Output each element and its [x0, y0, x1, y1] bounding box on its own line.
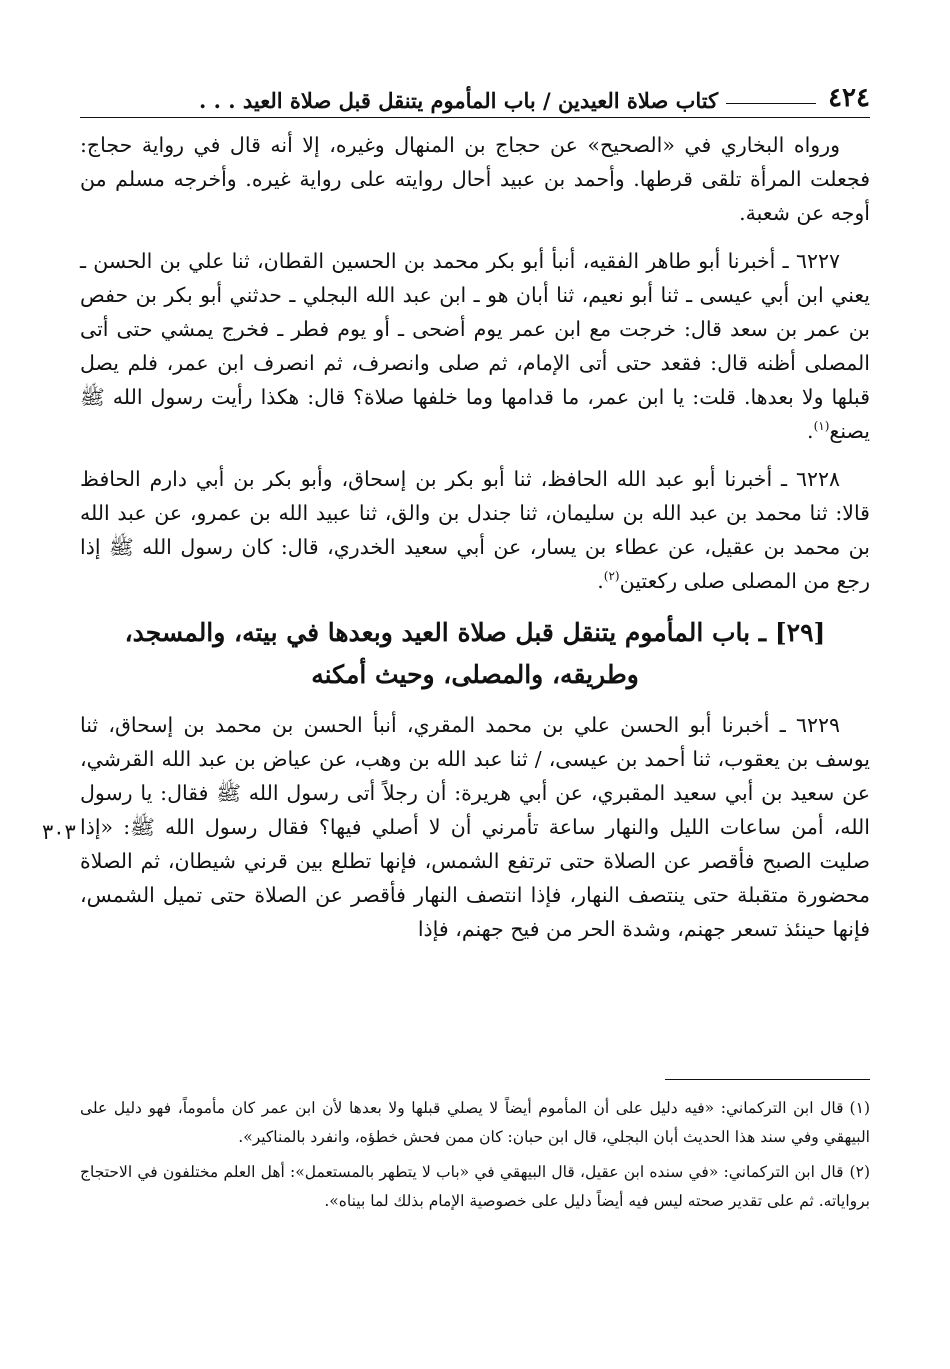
hadith-6228-text: ٦٢٢٨ ـ أخبرنا أبو عبد الله الحافظ، ثنا أبو بكر بن إسحاق، وأبو بكر بن أبي دارم الحافظ قالا: ثنا محمد بن عبد الله بن سليمان، ثنا جندل بن والق، ثنا عبيد الله بن عمرو، عن عبد الله بن محمد بن عقيل، عن عطاء بن يسار، عن أبي سعيد الخدري، قال: كان رسول الله ﷺ إذا رجع من المصلى صلى ركعتين — [80, 467, 870, 593]
page-header — [80, 76, 870, 118]
main-text — [80, 128, 870, 960]
footnote-2-number: (٢) — [849, 1163, 870, 1181]
page-number: ٤٢٤ — [828, 83, 870, 113]
margin-page-reference: ٣٠٣ — [42, 820, 76, 844]
footnote-1-text: قال ابن التركماني: «فيه دليل على أن المأموم أيضاً لا يصلي قبلها ولا بعدها لأن ابن عمر كان مأموماً، فهو دليل على البيهقي وفي سند هذا الحديث أبان البجلي، قال ابن حبان: كان ممن فحش خطؤه، وانفرد بالمناكير». — [80, 1099, 870, 1146]
running-title: كتاب صلاة العيدين / باب المأموم يتنقل قبل صلاة العيد . . . — [199, 88, 719, 113]
hadith-6229: ٦٢٢٩ ـ أخبرنا أبو الحسن علي بن محمد المقري، أنبأ الحسن بن محمد بن إسحاق، ثنا يوسف بن يعقوب، ثنا أحمد بن عيسى، / ثنا عبد الله بن وهب، عن عياض بن عبد الله القرشي، عن سعيد بن أبي سعيد المقبري، عن أبي هريرة: أن رجلاً أتى رسول الله ﷺ فقال: يا رسول الله، أمن ساعات الليل والنهار ساعة تأمرني أن لا أصلي فيها؟ فقال رسول الله ﷺ: «إذا صليت الصبح فأقصر عن الصلاة حتى ترتفع الشمس، فإنها تطلع بين قرني شيطان، ثم الصلاة محضورة متقبلة حتى ينتصف النهار، فإذا انتصف النهار فأقصر عن الصلاة حتى تميل الشمس، فإنها حينئذ تسعر جهنم، وشدة الحر من فيح جهنم، فإذا — [80, 713, 870, 941]
hadith-6228 — [80, 462, 870, 598]
chapter-heading: [٢٩] ـ باب المأموم يتنقل قبل صلاة العيد وبعدها في بيته، والمسجد، وطريقه، والمصلى، وحيث أمكنه — [124, 618, 826, 689]
footnote-ref-2: (٢) — [603, 569, 620, 584]
footnote-ref-1: (١) — [813, 419, 830, 434]
footnotes — [80, 1094, 870, 1222]
paragraph-bukhari-note: ورواه البخاري في «الصحيح» عن حجاج بن المنهال وغيره، إلا أنه قال في رواية حجاج: فجعلت المرأة تلقى قرطها. وأحمد بن عبيد أحال روايته على رواية غيره. وأخرجه مسلم من أوجه عن شعبة. — [80, 133, 870, 225]
hadith-6227 — [80, 244, 870, 448]
footnote-2 — [80, 1158, 870, 1216]
footnote-1-number: (١) — [849, 1099, 870, 1117]
hadith-6228-end: . — [597, 569, 604, 593]
hadith-6227-text: ٦٢٢٧ ـ أخبرنا أبو طاهر الفقيه، أنبأ أبو بكر محمد بن الحسين القطان، ثنا علي بن الحسن ـ يعني ابن أبي عيسى ـ ثنا أبو نعيم، ثنا أبان هو ـ ابن عبد الله البجلي ـ حدثني أبو بكر بن حفص بن عمر بن سعد قال: خرجت مع ابن عمر يوم أضحى ـ أو يوم فطر ـ فخرج يمشي حتى أتى المصلى أظنه قال: فقعد حتى أتى الإمام، ثم صلى وانصرف، ثم انصرف ابن عمر، فلم يصل قبلها ولا بعدها. قلت: يا ابن عمر، ما قدامها وما خلفها صلاة؟ قال: هكذا رأيت رسول الله ﷺ يصنع — [80, 249, 870, 443]
footnote-1 — [80, 1094, 870, 1152]
hadith-6227-end: . — [807, 419, 814, 443]
footnote-2-text: قال ابن التركماني: «في سنده ابن عقيل، قال البيهقي في «باب لا يتطهر بالمستعمل»: أهل العلم مختلفون في الاحتجاج برواياته. ثم على تقدير صحته ليس فيه أيضاً دليل على خصوصية الإمام بذلك لما بيناه». — [80, 1163, 870, 1210]
header-rule — [726, 103, 816, 104]
footnote-separator — [665, 1079, 870, 1080]
